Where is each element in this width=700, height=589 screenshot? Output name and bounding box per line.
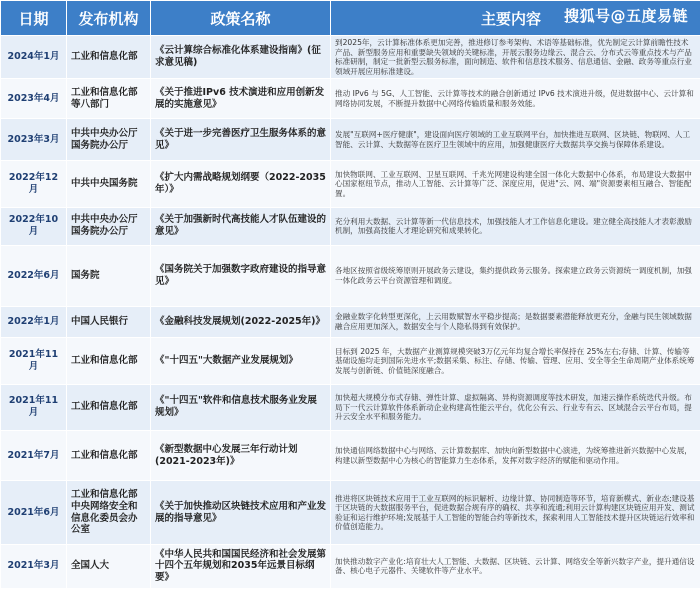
row-policy-name: 《"十四五"大数据产业发展规划》: [151, 338, 331, 384]
row-date: 2024年1月: [1, 36, 67, 79]
row-content: 加快通信网络数据中心与网络、云计算数据库、加快向新型数据中心演进，为统筹推进新兴数据中心发展，构建以新型数据中心为核心的智能算力生态体系，发挥对数字经济的赋能和驱动作用。: [331, 430, 700, 481]
table-body: [1, 36, 700, 589]
row-org: 工业和信息化部: [67, 430, 151, 481]
table-row: [1, 544, 700, 588]
row-org: 全国人大: [67, 544, 151, 588]
table-row: [1, 207, 700, 245]
table-row: [1, 306, 700, 338]
row-content: 金融业数字化转型更深化，上云用数赋智水平稳步提高；是数据要素潜能释放更充分，金融与民生领域数据融合应用更加深入，数据安全与个人隐私得到有效保护。: [331, 306, 700, 338]
row-date: 2022年12月: [1, 161, 67, 207]
table-row: [1, 430, 700, 481]
table-row: [1, 245, 700, 306]
row-policy-name: 《新型数据中心发展三年行动计划(2021-2023年)》: [151, 430, 331, 481]
row-date: 2022年1月: [1, 306, 67, 338]
row-policy-name: 《中华人民共和国国民经济和社会发展第十四个五年规划和2035年远景目标纲要》: [151, 544, 331, 588]
row-content: 各地区按照省级统筹原则开展政务云建设，集约提供政务云服务。探索建立政务云资源统一调度机制，加强一体化政务云平台资源管理和调度。: [331, 245, 700, 306]
row-date: 2021年11月: [1, 384, 67, 430]
row-content: 到2025年，云计算标准体系更加完善，推进修订参考架构、术语等基础标准，优先制定云计算前瞻性技术产品、新型服务应用和重要缺失领域的关键标准，开展云服务边缘云、混合云、分布式云等重点技术与产品标准研制，制定一批新型云服务标准，面向制造、软件和信息技术服务、信息通信、金融、政务等重点行业领域开展应用标准建设。: [331, 36, 700, 79]
table-row: [1, 161, 700, 207]
row-org: 工业和信息化部: [67, 338, 151, 384]
row-org: 中国人民银行: [67, 306, 151, 338]
table-row: [1, 481, 700, 544]
row-policy-name: 《国务院关于加强数字政府建设的指导意见》: [151, 245, 331, 306]
table-row: [1, 36, 700, 79]
row-policy-name: 《云计算综合标准化体系建设指南》(征求意见稿): [151, 36, 331, 79]
header-org: 发布机构: [67, 1, 151, 36]
row-policy-name: 《关于加强新时代高技能人才队伍建设的意见》: [151, 207, 331, 245]
row-policy-name: 《关于进一步完善医疗卫生服务体系的意见》: [151, 119, 331, 161]
row-content: 推进将区块链技术应用于工业互联网的标识解析、边缘计算、协同制造等环节，培育新模式、新业态;建设基于区块链的大数据服务平台，促进数据合规有序的确权、共享和流通;利用云计算构建区块链应用开发、测试验证和运行维护环境;发展基于人工智能的智能合约等新技术，探索利用人工智能技术提升区块链运行效率和价值创造能力。: [331, 481, 700, 544]
row-date: 2022年6月: [1, 245, 67, 306]
row-policy-name: 《关于加快推动区块链技术应用和产业发展的指导意见》: [151, 481, 331, 544]
table-row: [1, 384, 700, 430]
header-date: 日期: [1, 1, 67, 36]
row-content: 推动 IPv6 与 5G、人工智能、云计算等技术的融合创新通过 IPv6 技术演进升级，促进数据中心、云计算和网络协同发展，不断提升数据中心网络传输质量和服务效能。: [331, 79, 700, 119]
row-content: 目标到 2025 年，大数据产业测算规模突破3万亿元年均复合增长率保持在 25%左右;存储、计算、传输等基础设施均走到国际先进水平;数据采集、标注、存储、传输、管理、应用、安全等全生命周期产业体系统筹发展与创新链、价值链深度融合。: [331, 338, 700, 384]
watermark-text: 搜狐号@五度易链: [563, 7, 688, 25]
header-name: 政策名称: [151, 1, 331, 36]
row-content: 充分利用大数据、云计算等新一代信息技术，加强技能人才工作信息化建设。建立健全高技能人才表彰激励机制，加强高技能人才理论研究和成果转化。: [331, 207, 700, 245]
row-policy-name: 《扩大内需战略规划纲要（2022-2035年）》: [151, 161, 331, 207]
row-org: 中共中央办公厅国务院办公厅: [67, 207, 151, 245]
row-content: 发展"互联网+医疗健康"，建设面向医疗领域的工业互联网平台，加快推进互联网、区块链、物联网、人工智能、云计算、大数据等在医疗卫生领域中的应用，加强健康医疗大数据共享交换与保障体系建设。: [331, 119, 700, 161]
row-org: 中共中央办公厅国务院办公厅: [67, 119, 151, 161]
row-date: 2021年3月: [1, 544, 67, 588]
row-date: 2023年4月: [1, 79, 67, 119]
row-date: 2021年6月: [1, 481, 67, 544]
row-content: 加快推动数字产业化:培育壮大人工智能、大数据、区块链、云计算、网络安全等新兴数字产业，提升通信设备、核心电子元器件、关键软件等产业水平。: [331, 544, 700, 588]
row-org: 国务院: [67, 245, 151, 306]
table-row: [1, 119, 700, 161]
row-org: 工业和信息化部等八部门: [67, 79, 151, 119]
table-row: [1, 338, 700, 384]
row-content: 加快物联网、工业互联网、卫星互联网、千兆光网建设构建全国一体化大数据中心体系，布局建设大数据中心国家枢纽节点，推动人工智能、云计算等广泛、深度应用，促进"云、网、端"资源要素相互融合、智能配置。: [331, 161, 700, 207]
row-date: 2023年3月: [1, 119, 67, 161]
row-policy-name: 《关于推进IPv6 技术演进和应用创新发展的实施意见》: [151, 79, 331, 119]
row-date: 2022年10月: [1, 207, 67, 245]
row-date: 2021年11月: [1, 338, 67, 384]
row-policy-name: 《"十四五"软件和信息技术服务业发展规划》: [151, 384, 331, 430]
row-org: 工业和信息化部中央网络安全和信息化委员会办公室: [67, 481, 151, 544]
row-org: 中共中央国务院: [67, 161, 151, 207]
table-row: [1, 79, 700, 119]
row-org: 工业和信息化部: [67, 36, 151, 79]
row-date: 2021年7月: [1, 430, 67, 481]
row-content: 加快超大规模分布式存储、弹性计算、虚拟隔离、异构资源调度等技术研发，加速云操作系统迭代升级。布局下一代云计算软件体系新动企业构建高性能云平台，优化公有云、行业专有云、区域混合云平台布局，提升云安全水平和服务能力。: [331, 384, 700, 430]
header-content: 主要内容: [331, 1, 700, 36]
row-policy-name: 《金融科技发展规划(2022-2025年)》: [151, 306, 331, 338]
row-org: 工业和信息化部: [67, 384, 151, 430]
